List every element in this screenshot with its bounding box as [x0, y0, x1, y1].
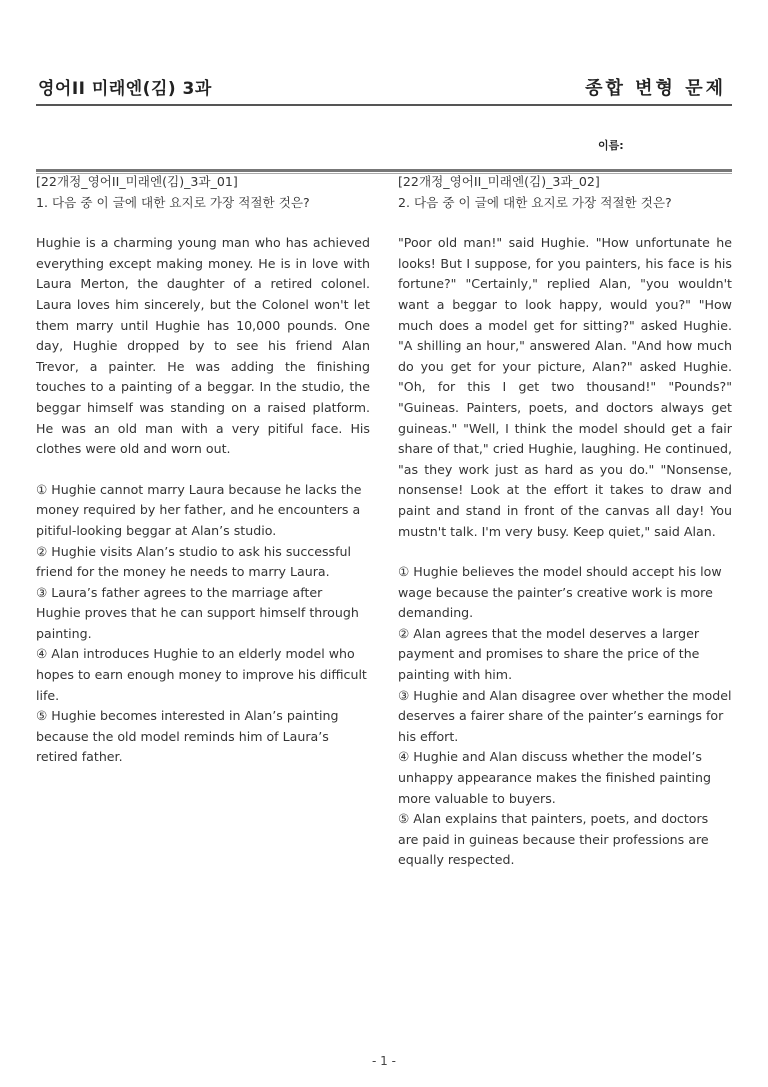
choice-3[interactable]: ③ Laura’s father agrees to the marriage after Hughie proves that he can support himself through painting.	[36, 584, 359, 641]
passage-text: "Poor old man!" said Hughie. "How unfortunate he looks! But I suppose, for you painters, his face is his fortune?" "Certainly," replied Alan, "you wouldn't want a beggar to look happy, would you?" "How much does a model get for sitting?" asked Hughie. "A shilling an hour," answered Alan. "And how much do you get for your picture, Alan?" asked Hughie. "Oh, for this I get two thousand!" "Pounds?" "Guineas. Painters, poets, and doctors always get guineas." "Well, I think the model should get a fair share of that," cried Hughie, laughing. He continued, "as they work just as hard as you do." "Nonsense, nonsense! Look at the effort it takes to draw and paint and stand in front of the canvas all day! You mustn't talk. I'm very busy. Keep quiet," said Alan.	[398, 235, 732, 539]
passage-text: Hughie is a charming young man who has achieved everything except making money. He is in love with Laura Merton, the daughter of a retired colonel. Laura loves him sincerely, but the Colonel won't let them marry until Hughie has 10,000 pounds. One day, Hughie dropped by to see his friend Alan Trevor, a painter. He was adding the finishing touches to a painting of a beggar. In the studio, the beggar himself was standing on a raised platform. He was an old man with a very pitiful face. His clothes were old and worn out.	[36, 235, 370, 457]
question-code: [22개정_영어II_미래엔(김)_3과_01]	[36, 174, 238, 189]
page-number: - 1 -	[372, 1054, 396, 1068]
choice-list	[36, 480, 370, 768]
choice-4[interactable]: ④ Hughie and Alan discuss whether the model’s unhappy appearance makes the finished painting more valuable to buyers.	[398, 749, 711, 806]
question-2	[398, 172, 732, 871]
choice-1[interactable]: ① Hughie cannot marry Laura because he lacks the money required by her father, and he encounters a pitiful-looking beggar at Alan’s studio.	[36, 481, 362, 538]
question-prompt: 1. 다음 중 이 글에 대한 요지로 가장 적절한 것은?	[36, 194, 310, 210]
choice-1[interactable]: ① Hughie believes the model should accept his low wage because the painter’s creative work is more demanding.	[398, 564, 722, 621]
choice-2[interactable]: ② Hughie visits Alan’s studio to ask his successful friend for the money he needs to marry Laura.	[36, 543, 351, 580]
passage	[36, 233, 370, 460]
question-1	[36, 172, 370, 768]
worksheet-title: 영어II 미래엔(김) 3과	[38, 79, 212, 99]
question-code: [22개정_영어II_미래엔(김)_3과_02]	[398, 174, 600, 189]
header-divider	[36, 104, 732, 106]
choice-5[interactable]: ⑤ Alan explains that painters, poets, and doctors are paid in guineas because their professions are equally respected.	[398, 811, 709, 868]
worksheet-type: 종합 변형 문제	[585, 78, 726, 99]
choice-5[interactable]: ⑤ Hughie becomes interested in Alan’s painting because the old model reminds him of Laura’s retired father.	[36, 708, 339, 765]
choice-2[interactable]: ② Alan agrees that the model deserves a larger payment and promises to share the price of the painting with him.	[398, 625, 700, 683]
name-label: 이름:	[598, 139, 624, 152]
choice-4[interactable]: ④ Alan introduces Hughie to an elderly model who hopes to earn enough money to improve his difficult life.	[36, 646, 367, 703]
passage	[398, 233, 732, 542]
choice-list	[398, 562, 732, 871]
choice-3[interactable]: ③ Hughie and Alan disagree over whether the model deserves a fairer share of the painter’s earnings for his effort.	[398, 687, 732, 744]
question-prompt: 2. 다음 중 이 글에 대한 요지로 가장 적절한 것은?	[398, 194, 672, 210]
